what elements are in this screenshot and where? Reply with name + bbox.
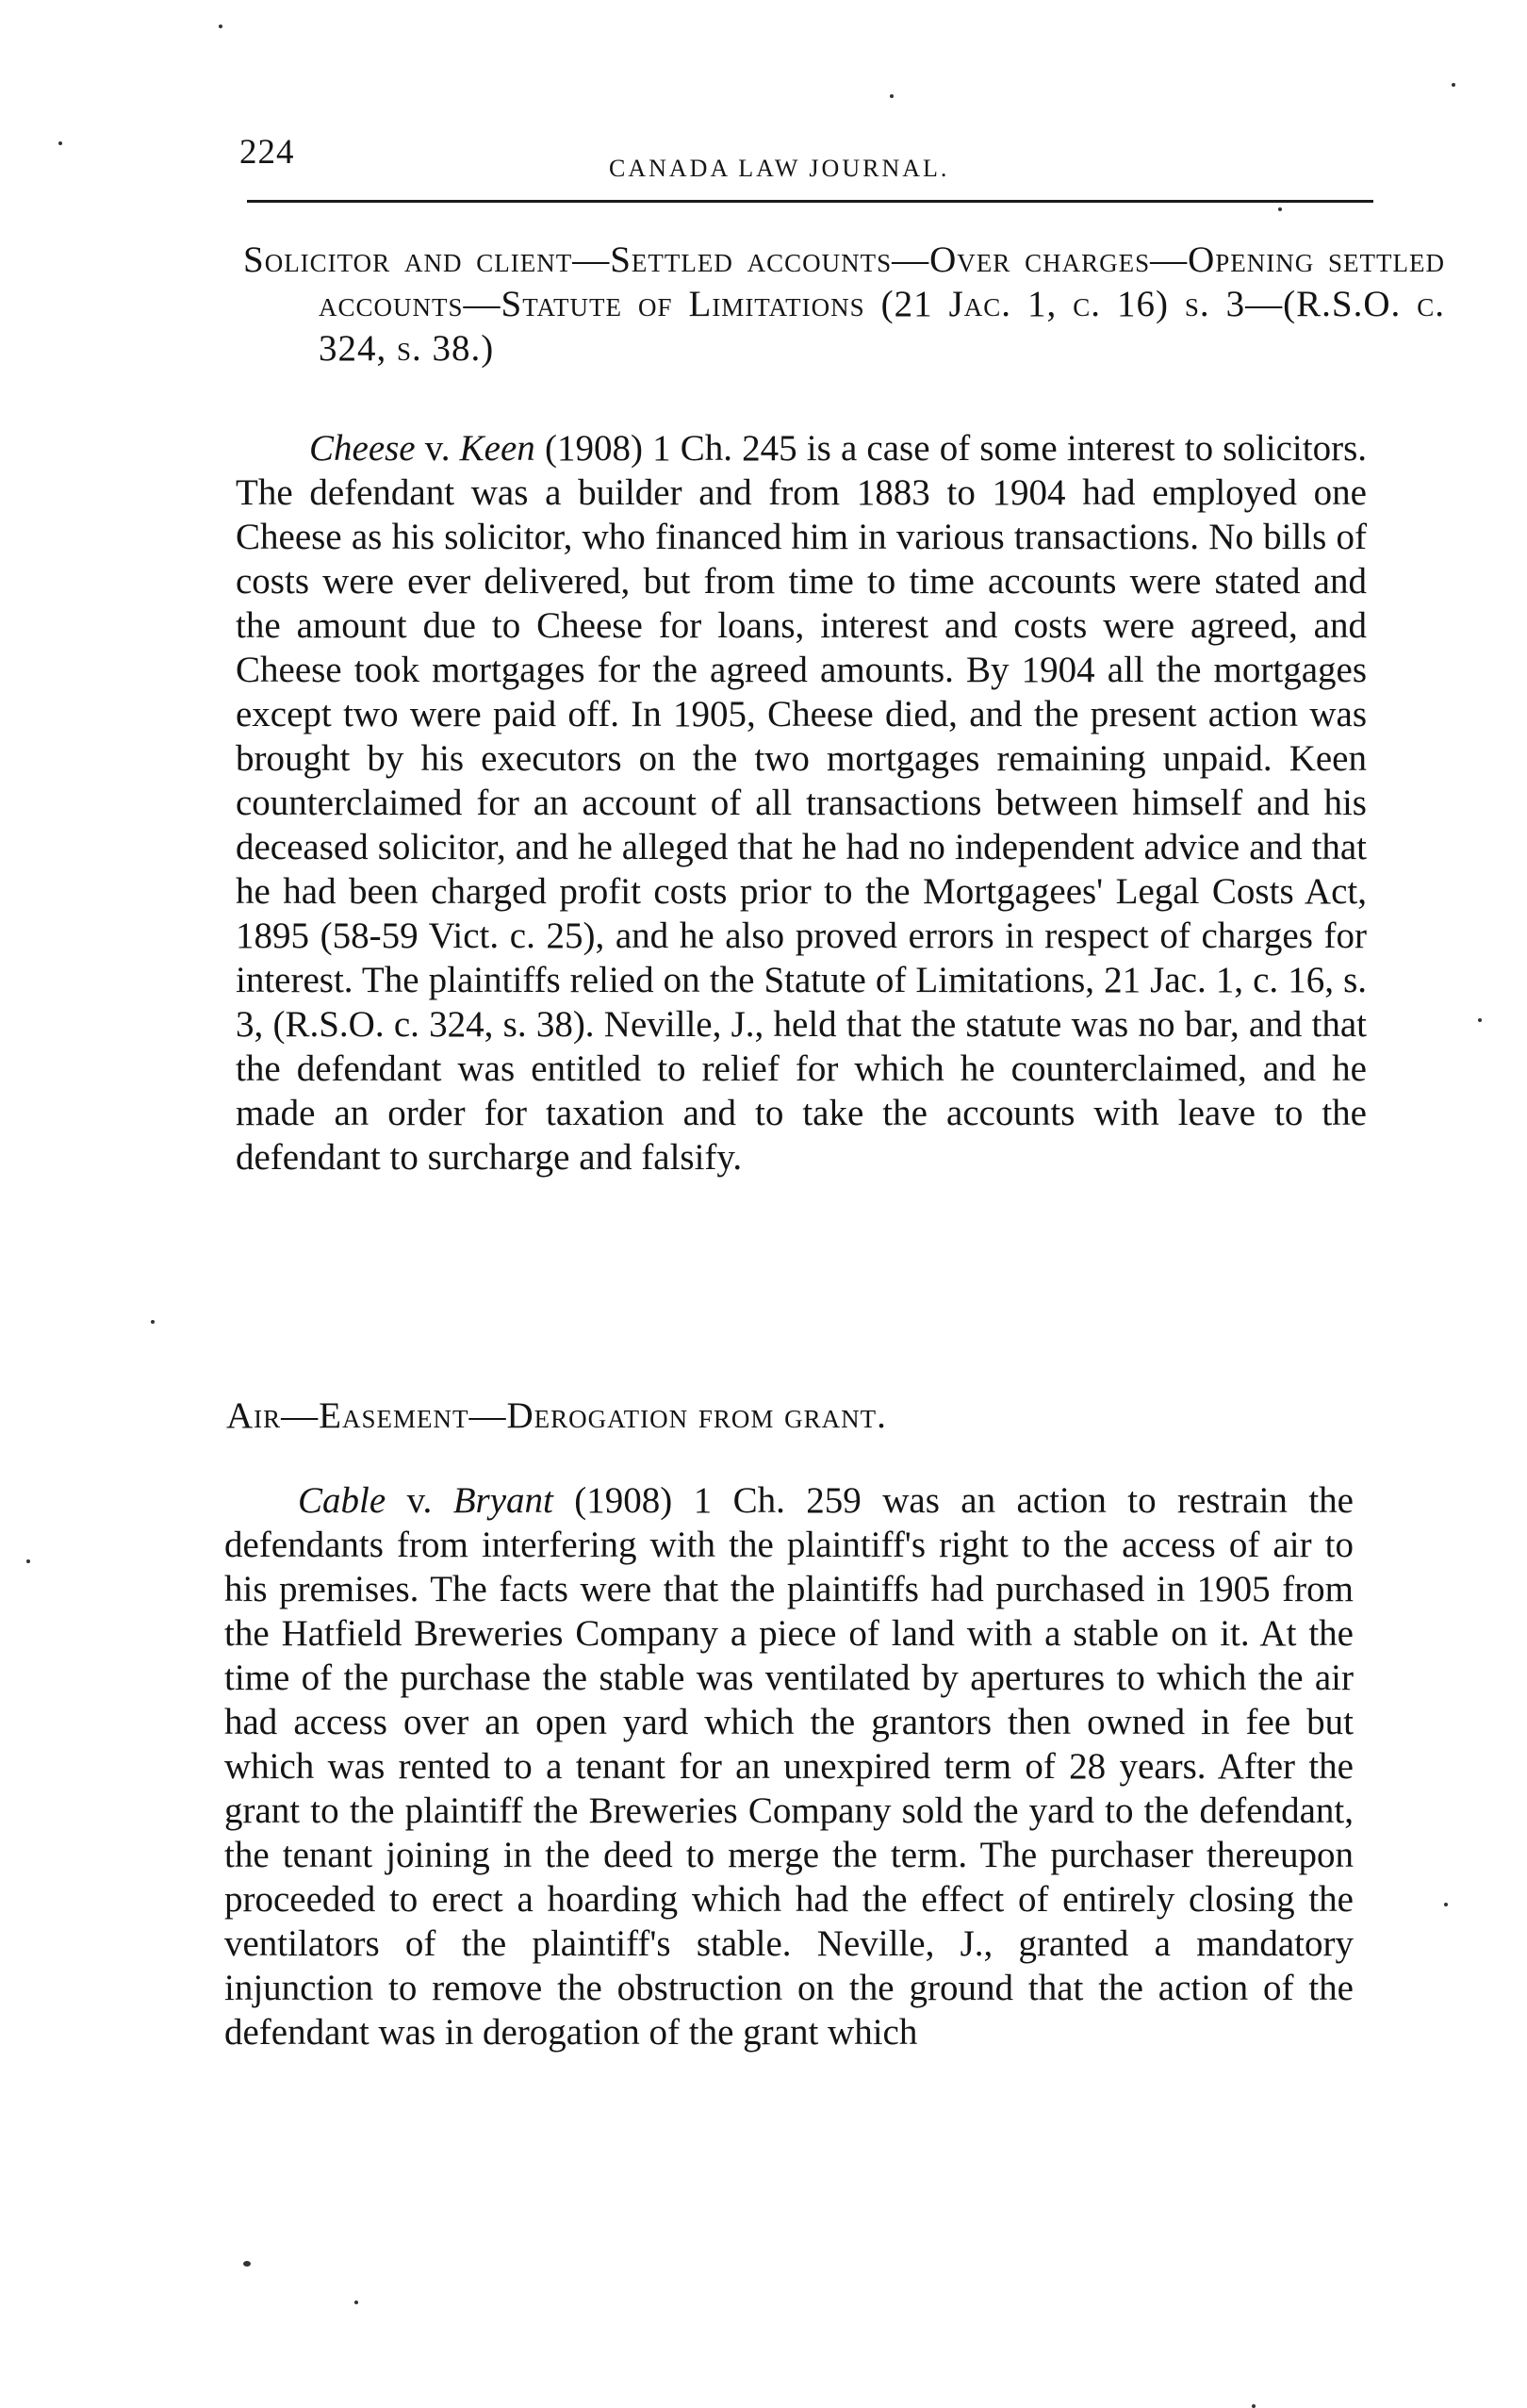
- page-header: [239, 132, 1371, 189]
- scan-speck: [1252, 2404, 1256, 2408]
- scan-speck: [219, 25, 222, 28]
- paragraph-body: (1908) 1 Ch. 259 was an action to restrain the defendants from interfering with the plaintiff's right to the access of air to his premises. The facts were that the plaintiffs had purchased in 1905 from the Hatfield Breweries Company a piece of land with a stable on it. At the time of the purchase the stable was ventilated by apertures to which the air had access over an open yard which the grantors then owned in fee but which was rented to a tenant for an unexpired term of 28 years. After the grant to the plaintiff the Breweries Company sold the yard to the defendant, the tenant joining in the deed to merge the term. The purchaser thereupon proceeded to erect a hoarding which had the effect of entirely closing the ventilators of the plaintiff's stable. Neville, J., granted a mandatory injunction to remove the obstruction on the ground that the action of the defendant was in derogation of the grant which: [224, 1480, 1354, 2053]
- case-defendant-name: Keen: [459, 428, 535, 469]
- section-heading-solicitor-and-client: Solicitor and client—Settled accounts—Over charges—Opening settled accounts—Statute of Limitations (21 Jac. 1, c. 16) s. 3—(R.S.O. c. 324, s. 38.): [243, 239, 1445, 369]
- scan-speck: [26, 1559, 30, 1563]
- case-defendant-name: Bryant: [452, 1480, 553, 1521]
- scan-speck: [151, 1320, 155, 1324]
- paragraph-body: (1908) 1 Ch. 245 is a case of some interest to solicitors. The defendant was a builder and from 1883 to 1904 had employed one Cheese as his solicitor, who financed him in various transactions. No bills of costs were ever delivered, but from time to time accounts were stated and the amount due to Cheese for loans, interest and costs were agreed, and Cheese took mortgages for the agreed amounts. By 1904 all the mortgages except two were paid off. In 1905, Cheese died, and the present action was brought by his executors on the two mortgages remaining unpaid. Keen counterclaimed for an account of all transactions between himself and his deceased solicitor, and he alleged that he had no independent advice and that he had been charged profit costs prior to the Mortgagees' Legal Costs Act, 1895 (58-59 Vict. c. 25), and he also proved errors in respect of charges for interest. The plaintiffs relied on the Statute of Limitations, 21 Jac. 1, c. 16, s. 3, (R.S.O. c. 324, s. 38). Neville, J., held that the statute was no bar, and that the defendant was entitled to relief for which he counterclaimed, and he made an order for taxation and to take the accounts with leave to the defendant to surcharge and falsify.: [236, 428, 1367, 1178]
- paragraph-text: [224, 1478, 1354, 2054]
- scan-speck: [354, 2301, 358, 2304]
- scan-speck: [1478, 1018, 1482, 1022]
- scan-speck: [1278, 207, 1282, 211]
- scan-speck: [243, 2261, 251, 2267]
- case-versus: v.: [386, 1480, 453, 1521]
- case-versus: v.: [415, 428, 460, 469]
- case-paragraph-cable-v-bryant: [224, 1478, 1354, 2054]
- section-heading-air-easement: Air—Easement—Derogation from grant.: [226, 1395, 887, 1436]
- page-number: 224: [239, 133, 295, 172]
- paragraph-text: [236, 426, 1367, 1179]
- scan-speck: [58, 141, 62, 145]
- case-plaintiff-name: Cheese: [309, 428, 416, 469]
- case-paragraph-cheese-v-keen: [236, 426, 1367, 1179]
- scan-speck: [1444, 1903, 1448, 1906]
- case-plaintiff-name: Cable: [298, 1480, 386, 1521]
- scan-speck: [1452, 83, 1455, 87]
- running-title: CANADA LAW JOURNAL.: [609, 155, 950, 182]
- scan-speck: [890, 94, 894, 98]
- header-rule: [247, 200, 1373, 203]
